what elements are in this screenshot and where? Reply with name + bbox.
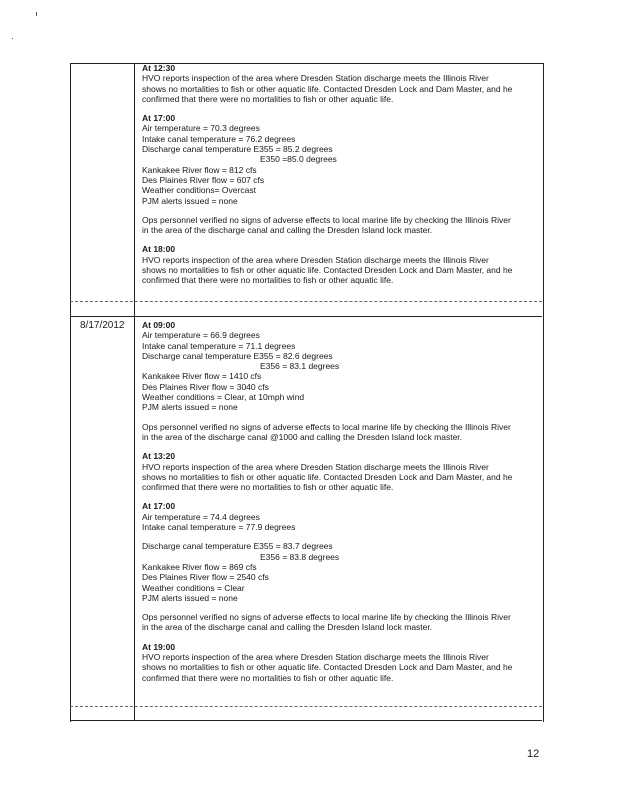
- entry-text: PJM alerts issued = none: [142, 195, 238, 206]
- entry-text: Weather conditions = Clear, at 10mph wind: [142, 392, 305, 403]
- entry-text: Discharge canal temperature E355 = 83.7 degrees: [142, 541, 333, 552]
- entry-text: Ops personnel verified no signs of adverse effects to local marine life by checking the Illinois River: [142, 214, 511, 225]
- entry-text: Intake canal temperature = 71.1 degrees: [142, 340, 296, 351]
- entry-text: Ops personnel verified no signs of adverse effects to local marine life by checking the Illinois River: [142, 421, 511, 432]
- entry-text: Ops personnel verified no signs of adverse effects to local marine life by checking the Illinois River: [142, 612, 511, 623]
- entry-time: At 12:30: [142, 63, 176, 73]
- entry-text: in the area of the discharge canal and calling the Dresden Island lock master.: [142, 225, 433, 236]
- entry-text: confirmed that there were no mortalities to fish or other aquatic life.: [142, 93, 394, 104]
- entry-text: HVO reports inspection of the area where Dresden Station discharge meets the Illinois River: [142, 461, 489, 472]
- entry-text: Air temperature = 70.3 degrees: [142, 123, 260, 134]
- entry-text: confirmed that there were no mortalities to fish or other aquatic life.: [142, 672, 394, 683]
- entry-text: Discharge canal temperature E355 = 82.6 degrees: [142, 350, 333, 361]
- entry-text: shows no mortalities to fish or other aquatic life. Contacted Dresden Lock and Dam Master, and he: [142, 662, 513, 673]
- entry-text: Intake canal temperature = 76.2 degrees: [142, 133, 296, 144]
- entry-time: At 19:00: [142, 641, 176, 652]
- entry-text: Des Plaines River flow = 607 cfs: [142, 174, 265, 185]
- entry-text: Air temperature = 74.4 degrees: [142, 511, 260, 522]
- entry-text: E356 = 83.1 degrees: [260, 361, 340, 372]
- entry-text: PJM alerts issued = none: [142, 402, 238, 413]
- entry-time: At 09:00: [142, 320, 176, 330]
- entry-text: Kankakee River flow = 1410 cfs: [142, 371, 262, 382]
- entry-text: confirmed that there were no mortalities to fish or other aquatic life.: [142, 275, 394, 286]
- entry-text: E356 = 83.8 degrees: [260, 551, 340, 562]
- second-row-entries: [142, 320, 538, 683]
- entry-text: HVO reports inspection of the area where Dresden Station discharge meets the Illinois River: [142, 254, 489, 265]
- scan-speck: [36, 12, 37, 16]
- row-date: 8/17/2012: [80, 320, 125, 331]
- column-divider: [134, 63, 135, 721]
- entry-text: in the area of the discharge canal and calling the Dresden Island lock master.: [142, 622, 433, 633]
- entry-text: Des Plaines River flow = 2540 cfs: [142, 572, 269, 583]
- row-separator-dashed: [70, 706, 542, 707]
- row-separator-dashed: [70, 301, 542, 302]
- page-number: 12: [527, 748, 540, 760]
- entry-text: HVO reports inspection of the area where Dresden Station discharge meets the Illinois River: [142, 652, 489, 663]
- entry-text: Air temperature = 66.9 degrees: [142, 330, 260, 341]
- entry-text: shows no mortalities to fish or other aquatic life. Contacted Dresden Lock and Dam Master, and he: [142, 471, 513, 482]
- entry-text: in the area of the discharge canal @1000 and calling the Dresden Island lock master.: [142, 431, 463, 442]
- entry-text: Intake canal temperature = 77.9 degrees: [142, 522, 296, 533]
- entry-text: E350 =85.0 degrees: [260, 154, 337, 165]
- scan-speck: [12, 38, 13, 39]
- entry-text: Discharge canal temperature E355 = 85.2 degrees: [142, 144, 333, 155]
- entry-text: shows no mortalities to fish or other aquatic life. Contacted Dresden Lock and Dam Master, and he: [142, 83, 513, 94]
- entry-text: Des Plaines River flow = 3040 cfs: [142, 381, 269, 392]
- entry-text: shows no mortalities to fish or other aquatic life. Contacted Dresden Lock and Dam Master, and he: [142, 265, 513, 276]
- table-bottom-border: [70, 720, 542, 721]
- entry-text: Kankakee River flow = 812 cfs: [142, 164, 257, 175]
- entry-time: At 13:20: [142, 451, 176, 462]
- entry-text: Weather conditions = Clear: [142, 582, 245, 593]
- entry-text: HVO reports inspection of the area where Dresden Station discharge meets the Illinois River: [142, 73, 489, 84]
- entry-time: At 17:00: [142, 501, 176, 512]
- entry-text: Kankakee River flow = 869 cfs: [142, 561, 257, 572]
- first-row-entries: [142, 63, 538, 286]
- entry-text: PJM alerts issued = none: [142, 592, 238, 603]
- entry-text: Weather conditions= Overcast: [142, 185, 256, 196]
- entry-time: At 18:00: [142, 244, 176, 255]
- entry-text: confirmed that there were no mortalities to fish or other aquatic life.: [142, 482, 394, 493]
- row-separator: [70, 316, 542, 317]
- entry-time: At 17:00: [142, 113, 176, 124]
